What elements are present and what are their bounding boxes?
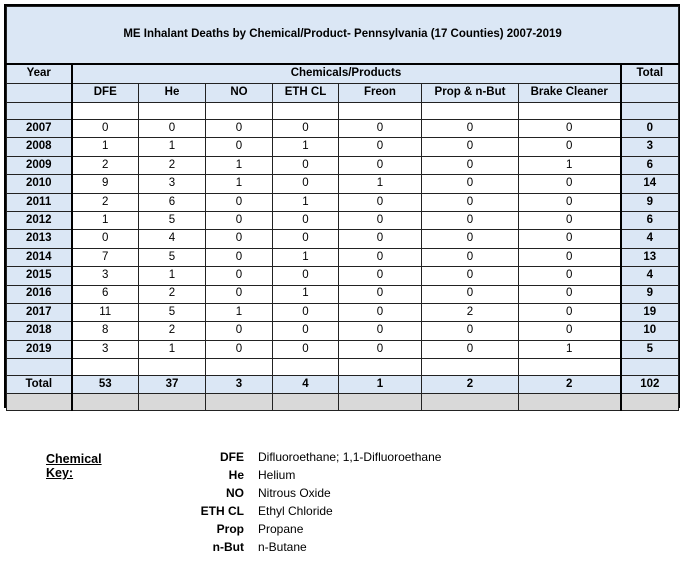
value-cell: 0 [206, 340, 273, 358]
year-cell: 2013 [7, 230, 72, 248]
value-cell: 0 [273, 267, 339, 285]
value-cell: 1 [519, 340, 621, 358]
value-cell: 0 [519, 303, 621, 321]
col-header-eth-cl: ETH CL [273, 84, 339, 103]
table-row [7, 248, 679, 266]
year-cell: 2008 [7, 138, 72, 156]
total-freon: 1 [339, 376, 422, 394]
value-cell: 1 [139, 267, 206, 285]
table-row [7, 303, 679, 321]
total-he: 37 [139, 376, 206, 394]
key-definition: Nitrous Oxide [258, 486, 331, 500]
value-cell: 0 [519, 285, 621, 303]
value-cell: 0 [422, 211, 519, 229]
year-cell: 2017 [7, 303, 72, 321]
value-cell: 0 [339, 156, 422, 174]
row-total-cell: 6 [621, 156, 679, 174]
value-cell: 0 [339, 340, 422, 358]
value-cell: 0 [519, 211, 621, 229]
value-cell: 0 [273, 211, 339, 229]
value-cell: 0 [273, 230, 339, 248]
value-cell: 0 [422, 156, 519, 174]
value-cell: 0 [339, 230, 422, 248]
value-cell: 0 [273, 322, 339, 340]
value-cell: 1 [206, 156, 273, 174]
value-cell: 11 [72, 303, 139, 321]
value-cell: 9 [72, 175, 139, 193]
key-definition: n-Butane [258, 540, 307, 554]
total-header: Total [621, 64, 679, 84]
value-cell: 0 [339, 267, 422, 285]
table-row [7, 230, 679, 248]
value-cell: 6 [139, 193, 206, 211]
value-cell: 5 [139, 248, 206, 266]
year-cell: 2012 [7, 211, 72, 229]
spacer-row [7, 103, 679, 120]
value-cell: 0 [519, 267, 621, 285]
total-brake-cleaner: 2 [519, 376, 621, 394]
value-cell: 0 [422, 230, 519, 248]
value-cell: 1 [273, 138, 339, 156]
year-cell: 2010 [7, 175, 72, 193]
value-cell: 1 [273, 285, 339, 303]
value-cell: 1 [139, 340, 206, 358]
value-cell: 0 [422, 120, 519, 138]
value-cell: 0 [206, 138, 273, 156]
row-total-cell: 0 [621, 120, 679, 138]
grand-total: 102 [621, 376, 679, 394]
key-item [146, 504, 466, 522]
value-cell: 3 [72, 267, 139, 285]
year-cell: 2014 [7, 248, 72, 266]
total-prop-nbut: 2 [422, 376, 519, 394]
row-total-cell: 10 [621, 322, 679, 340]
table-row [7, 138, 679, 156]
year-header: Year [7, 64, 72, 84]
key-abbreviation: NO [226, 486, 244, 500]
value-cell: 0 [339, 120, 422, 138]
table-row [7, 175, 679, 193]
year-cell: 2015 [7, 267, 72, 285]
value-cell: 0 [72, 120, 139, 138]
value-cell: 0 [519, 322, 621, 340]
key-definition: Difluoroethane; 1,1-Difluoroethane [258, 450, 442, 464]
row-total-cell: 3 [621, 138, 679, 156]
value-cell: 8 [72, 322, 139, 340]
chemical-key-title: Chemical Key: [46, 452, 102, 480]
total-dfe: 53 [72, 376, 139, 394]
totals-label: Total [7, 376, 72, 394]
value-cell: 7 [72, 248, 139, 266]
key-definition: Ethyl Chloride [258, 504, 333, 518]
value-cell: 0 [422, 267, 519, 285]
value-cell: 0 [206, 211, 273, 229]
key-item [146, 468, 466, 486]
key-abbreviation: Prop [216, 522, 244, 536]
totals-row [7, 376, 679, 394]
value-cell: 1 [519, 156, 621, 174]
col-header-dfe: DFE [72, 84, 139, 103]
value-cell: 0 [519, 138, 621, 156]
year-cell: 2011 [7, 193, 72, 211]
key-item [146, 522, 466, 540]
inhalant-deaths-table [6, 6, 679, 411]
value-cell: 0 [339, 248, 422, 266]
table-row [7, 120, 679, 138]
value-cell: 0 [273, 120, 339, 138]
value-cell: 2 [72, 156, 139, 174]
value-cell: 0 [139, 120, 206, 138]
value-cell: 0 [422, 285, 519, 303]
row-total-cell: 4 [621, 267, 679, 285]
table-row [7, 285, 679, 303]
value-cell: 1 [339, 175, 422, 193]
value-cell: 0 [422, 138, 519, 156]
key-item [146, 450, 466, 468]
row-total-cell: 5 [621, 340, 679, 358]
table-row [7, 211, 679, 229]
value-cell: 0 [273, 303, 339, 321]
spacer-row [7, 359, 679, 376]
row-total-cell: 19 [621, 303, 679, 321]
footer-shaded-row [7, 394, 679, 411]
value-cell: 0 [519, 120, 621, 138]
value-cell: 0 [206, 267, 273, 285]
value-cell: 0 [339, 138, 422, 156]
value-cell: 0 [206, 120, 273, 138]
value-cell: 2 [139, 156, 206, 174]
value-cell: 2 [139, 322, 206, 340]
value-cell: 3 [139, 175, 206, 193]
data-table-frame [4, 4, 680, 408]
value-cell: 0 [206, 230, 273, 248]
value-cell: 0 [206, 193, 273, 211]
value-cell: 0 [339, 193, 422, 211]
value-cell: 2 [422, 303, 519, 321]
key-abbreviation: ETH CL [200, 504, 244, 518]
col-header-he: He [139, 84, 206, 103]
year-cell: 2009 [7, 156, 72, 174]
value-cell: 5 [139, 211, 206, 229]
value-cell: 0 [422, 193, 519, 211]
value-cell: 1 [206, 303, 273, 321]
row-total-cell: 9 [621, 193, 679, 211]
total-eth-cl: 4 [273, 376, 339, 394]
table-row [7, 267, 679, 285]
value-cell: 2 [139, 285, 206, 303]
value-cell: 0 [422, 175, 519, 193]
value-cell: 1 [273, 248, 339, 266]
row-total-cell: 6 [621, 211, 679, 229]
key-definition: Propane [258, 522, 304, 536]
table-row [7, 322, 679, 340]
value-cell: 6 [72, 285, 139, 303]
value-cell: 0 [422, 322, 519, 340]
value-cell: 0 [339, 211, 422, 229]
key-abbreviation: He [228, 468, 244, 482]
key-item [146, 540, 466, 558]
value-cell: 0 [339, 285, 422, 303]
value-cell: 0 [519, 175, 621, 193]
key-abbreviation: DFE [220, 450, 244, 464]
value-cell: 0 [339, 322, 422, 340]
value-cell: 5 [139, 303, 206, 321]
col-header-brake-cleaner: Brake Cleaner [519, 84, 621, 103]
chemicals-group-header: Chemicals/Products [72, 64, 621, 84]
value-cell: 0 [422, 248, 519, 266]
value-cell: 0 [273, 175, 339, 193]
table-title: ME Inhalant Deaths by Chemical/Product- Pennsylvania (17 Counties) 2007-2019 [7, 7, 679, 65]
value-cell: 0 [273, 340, 339, 358]
key-abbreviation: n-But [212, 540, 244, 554]
value-cell: 0 [519, 193, 621, 211]
total-header-blank [621, 84, 679, 103]
total-no: 3 [206, 376, 273, 394]
value-cell: 0 [339, 303, 422, 321]
value-cell: 3 [72, 340, 139, 358]
table-row [7, 193, 679, 211]
col-header-prop-nbut: Prop & n-But [422, 84, 519, 103]
value-cell: 0 [72, 230, 139, 248]
value-cell: 0 [519, 248, 621, 266]
year-header-blank [7, 84, 72, 103]
value-cell: 1 [273, 193, 339, 211]
value-cell: 0 [519, 230, 621, 248]
year-cell: 2016 [7, 285, 72, 303]
table-row [7, 340, 679, 358]
value-cell: 0 [206, 285, 273, 303]
value-cell: 4 [139, 230, 206, 248]
key-definition: Helium [258, 468, 296, 482]
row-total-cell: 13 [621, 248, 679, 266]
value-cell: 0 [273, 156, 339, 174]
value-cell: 0 [422, 340, 519, 358]
col-header-no: NO [206, 84, 273, 103]
row-total-cell: 14 [621, 175, 679, 193]
year-cell: 2018 [7, 322, 72, 340]
row-total-cell: 4 [621, 230, 679, 248]
value-cell: 1 [206, 175, 273, 193]
value-cell: 0 [206, 322, 273, 340]
year-cell: 2019 [7, 340, 72, 358]
key-item [146, 486, 466, 504]
year-cell: 2007 [7, 120, 72, 138]
col-header-freon: Freon [339, 84, 422, 103]
value-cell: 1 [72, 138, 139, 156]
value-cell: 1 [72, 211, 139, 229]
value-cell: 0 [206, 248, 273, 266]
value-cell: 1 [139, 138, 206, 156]
table-row [7, 156, 679, 174]
row-total-cell: 9 [621, 285, 679, 303]
value-cell: 2 [72, 193, 139, 211]
